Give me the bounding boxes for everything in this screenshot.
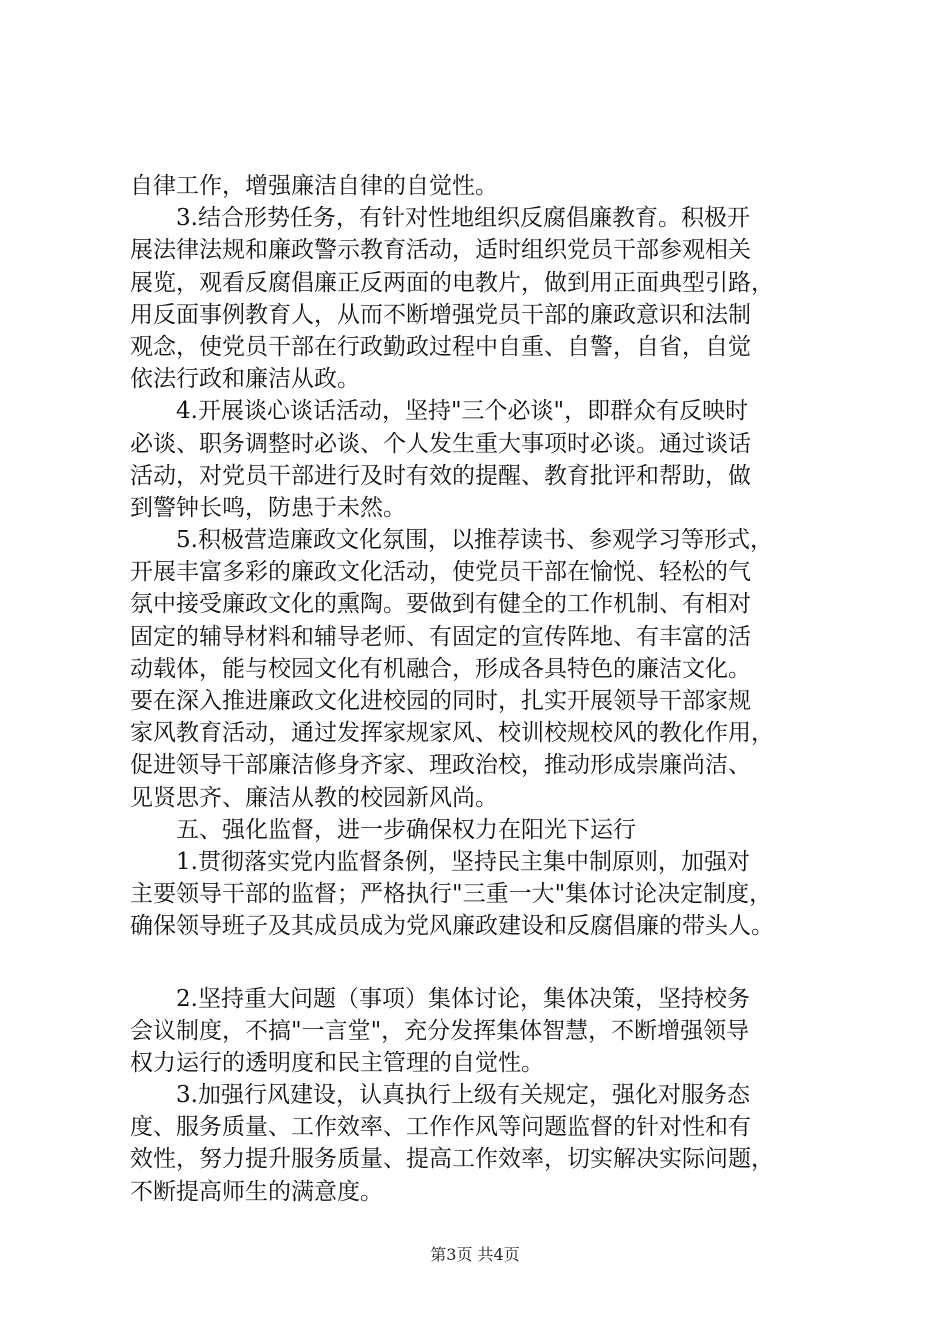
text-line: 不断提高师生的满意度。 (130, 1178, 383, 1205)
text-line: 促进领导干部廉洁修身齐家、理政治校，推动形成崇廉尚洁、 (130, 752, 751, 779)
text-line: 要在深入推进廉政文化进校园的同时，扎实开展领导干部家规 (130, 688, 751, 714)
text-line: 1.贯彻落实党内监督条例，坚持民主集中制原则，加强对 (176, 848, 750, 875)
text-line: 确保领导班子及其成员成为党风廉政建设和反腐倡廉的带头人。 (130, 913, 774, 940)
text-line: 用反面事例教育人，从而不断增强党员干部的廉政意识和法制 (130, 301, 751, 328)
paragraph-gap (130, 943, 852, 983)
text-line: 自律工作，增强廉洁自律的自觉性。 (130, 173, 498, 199)
text-line: 权力运行的透明度和民主管理的自觉性。 (130, 1049, 544, 1076)
text-line: 氛中接受廉政文化的熏陶。要做到有健全的工作机制、有相对 (130, 591, 751, 618)
text-line: 5.积极营造廉政文化氛围，以推荐读书、参观学习等形式， (176, 527, 773, 554)
text-line: 活动，对党员干部进行及时有效的提醒、教育批评和帮助，做 (130, 462, 751, 489)
text-line: 固定的辅导材料和辅导老师、有固定的宣传阵地、有丰富的活 (130, 623, 751, 650)
text-line: 依法行政和廉洁从政。 (130, 366, 360, 393)
text-line: 3.结合形势任务，有针对性地组织反腐倡廉教育。积极开 (176, 205, 750, 232)
text-line: 动载体，能与校园文化有机融合，形成各具特色的廉洁文化。 (130, 655, 751, 682)
section-heading: 五、强化监督，进一步确保权力在阳光下运行 (176, 816, 636, 843)
text-line: 展览，观看反腐倡廉正反两面的电教片，做到用正面典型引路， (130, 269, 774, 296)
text-line: 必谈、职务调整时必谈、个人发生重大事项时必谈。通过谈话 (130, 430, 751, 457)
text-line: 主要领导干部的监督；严格执行"三重一大"集体讨论决定制度， (130, 881, 773, 908)
page-footer: 第3页 共4页 (430, 1245, 520, 1264)
text-line: 开展丰富多彩的廉政文化活动，使党员干部在愉悦、轻松的气 (130, 559, 751, 586)
text-line: 观念，使党员干部在行政勤政过程中自重、自警，自省，自觉 (130, 333, 751, 360)
document-body (130, 170, 852, 1208)
text-line: 效性，努力提升服务质量、提高工作效率，切实解决实际问题， (130, 1146, 774, 1173)
text-line: 见贤思齐、廉洁从教的校园新风尚。 (130, 784, 498, 811)
text-line: 会议制度，不搞"一言堂"，充分发挥集体智慧，不断增强领导 (130, 1017, 750, 1044)
text-line: 3.加强行风建设，认真执行上级有关规定，强化对服务态 (176, 1082, 750, 1109)
text-line: 展法律法规和廉政警示教育活动，适时组织党员干部参观相关 (130, 237, 751, 264)
text-line: 4.开展谈心谈话活动，坚持"三个必谈"，即群众有反映时 (176, 398, 749, 425)
text-line: 到警钟长鸣，防患于未然。 (130, 494, 406, 521)
text-line: 度、服务质量、工作效率、工作作风等问题监督的针对性和有 (130, 1114, 751, 1141)
text-line: 2.坚持重大问题（事项）集体讨论，集体决策，坚持校务 (176, 985, 750, 1012)
text-line: 家风教育活动，通过发挥家规家风、校训校规校风的教化作用， (130, 720, 774, 747)
